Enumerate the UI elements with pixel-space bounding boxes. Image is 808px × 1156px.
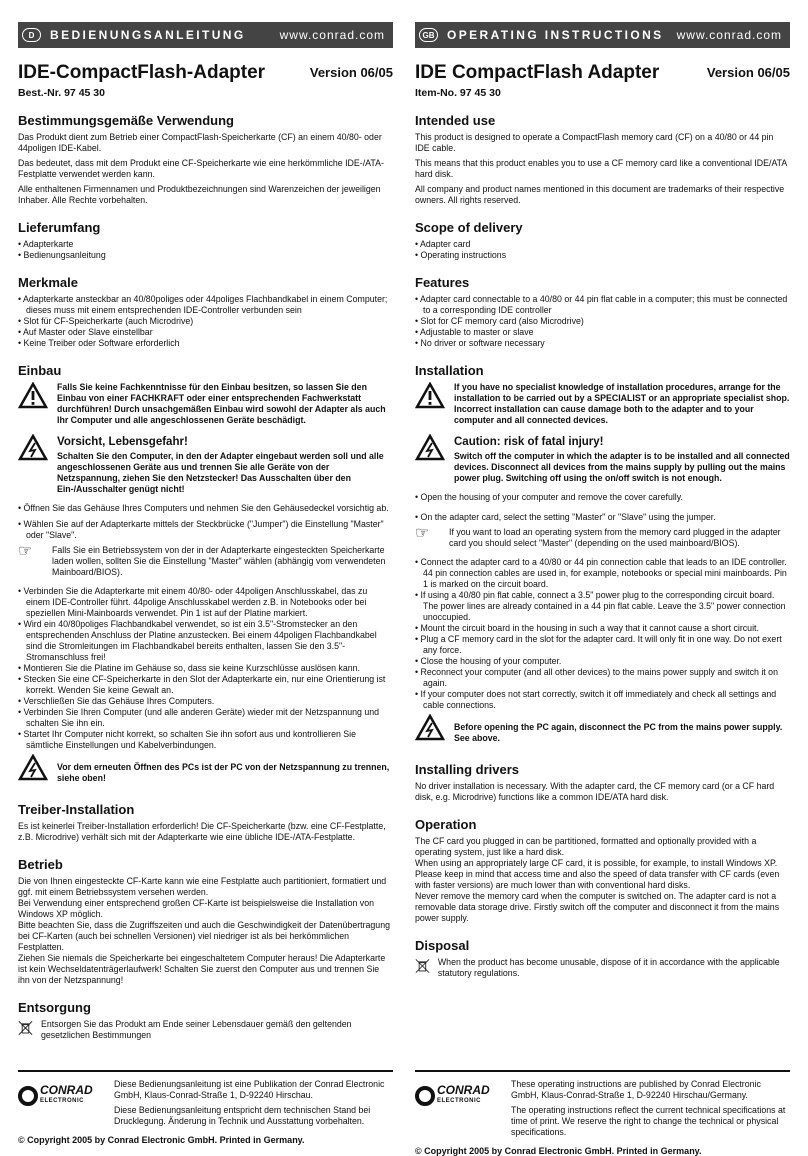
footer-en — [415, 1070, 790, 1156]
heading-delivery-en: Scope of delivery — [415, 220, 523, 235]
warning-text: Before opening the PC again, disconnect the PC from the mains power supply. See above. — [454, 722, 783, 743]
heading-disposal-en: Disposal — [415, 938, 470, 953]
footer-text: Diese Bedienungsanleitung entspricht dem technischen Stand bei Drucklegung. Änderung in Technik und Ausstattung vorbehalten. — [114, 1105, 371, 1126]
paragraph: Das bedeutet, dass mit dem Produkt eine CF-Speicherkarte wie eine herkömmliche IDE-/ATA-Festplatte verwendet werden kann. — [18, 158, 384, 179]
delivery-list-de — [18, 239, 393, 261]
caution-heading-en: Caution: risk of fatal injury! — [454, 436, 604, 448]
heading-installation-en: Installation — [415, 363, 484, 378]
list-item: • Öffnen Sie das Gehäuse Ihres Computers und nehmen Sie den Gehäusedeckel vorsichtig ab. — [18, 503, 393, 514]
logo-wordmark: CONRAD — [437, 1083, 490, 1097]
warning-block-en — [415, 382, 790, 430]
paragraph: Die von Ihnen eingesteckte CF-Karte kann wie eine Festplatte auch partitioniert, formatiert und ggf. mit einem Betriebssystem versehen werden. Bei Verwendung einer entsprechend großen CF-Karte ist beispielsweise die Installation von Windows XP möglich. Bitte beachten Sie, dass die Zugriffszeiten und auch die Geschwindigkeit der Datenübertragung bei CF-Karten (auch bei schnellen Versionen) viel niedriger ist als bei herkömmlichen Festplatten. Ziehen Sie niemals die Speicherkarte bei eingeschaltetem Computer heraus! Die Adapterkarte ist kein Wechseldatenträgerlaufwerk! Schalten Sie zuerst den Computer aus und trennen Sie ihn von der Netzspannung! — [18, 876, 390, 985]
crossed-bin-icon — [415, 957, 430, 975]
list-item: • Verbinden Sie Ihren Computer (und alle anderen Geräte) wieder mit der Netzspannung und schalten Sie ihn ein. — [18, 707, 393, 729]
pointing-hand-icon: ☞ — [415, 525, 430, 542]
list-item: • Verschließen Sie das Gehäuse Ihres Computers. — [18, 696, 393, 707]
paragraph: Alle enthaltenen Firmennamen und Produktbezeichnungen sind Warenzeichen der jeweiligen Inhaber. Alle Rechte vorbehalten. — [18, 184, 381, 205]
features-list-en — [415, 294, 790, 349]
reopen-warning-de — [18, 754, 393, 788]
heading-operation-de: Betrieb — [18, 857, 63, 872]
paragraph: No driver installation is necessary. With the adapter card, the CF memory card (or a CF hard disk, e.g. Microdrive) functions like a common IDE/ATA hard disk. — [415, 781, 775, 802]
list-item: • Plug a CF memory card in the slot for the adapter card. It will only fit in one way. Do not exert any force. — [415, 634, 790, 656]
conrad-logo — [18, 1083, 106, 1109]
warning-text: Vor dem erneuten Öffnen des PCs ist der PC von der Netzspannung zu trennen, siehe oben! — [57, 762, 390, 783]
delivery-list-en — [415, 239, 790, 261]
heading-installation-de: Einbau — [18, 363, 62, 378]
heading-drivers-de: Treiber-Installation — [18, 802, 135, 817]
pointing-hand-icon: ☞ — [18, 543, 33, 560]
language-badge-en: GB — [419, 28, 438, 42]
heading-intended-use-de: Bestimmungsgemäße Verwendung — [18, 113, 234, 128]
version-label-en: Version 06/05 — [706, 65, 790, 80]
steps-list-de — [18, 503, 393, 541]
list-item: • Stecken Sie eine CF-Speicherkarte in den Slot der Adapterkarte ein, nur eine Orientierung ist korrekt. Wenden Sie keine Gewalt an. — [18, 674, 393, 696]
logo-wordmark: CONRAD — [40, 1083, 93, 1097]
list-item: • Slot for CF memory card (also Microdrive) — [415, 316, 790, 327]
list-item: • Adapterkarte — [18, 239, 393, 250]
list-item: • Wird ein 40/80poliges Flachbandkabel verwendet, so ist ein 3.5"-Stromstecker an den entsprechenden Anschluss der Platine anzustecken. Bei einem 44poligen Flachbandkabel sind die Stromleitungen im Flachbandkabel bereits enthalten, lassen Sie den 3.5"-Stromanschluss frei! — [18, 619, 393, 663]
list-item: • Open the housing of your computer and remove the cover carefully. — [415, 492, 790, 503]
website-link-en[interactable]: www.conrad.com — [676, 28, 782, 42]
footer-de — [18, 1070, 393, 1145]
paragraph: This means that this product enables you to use a CF memory card like a conventional IDE/ATA hard disk. — [415, 158, 787, 179]
list-item: • Startet Ihr Computer nicht korrekt, so schalten Sie ihn sofort aus und kontrollieren Sie sämtliche Einstellungen und Kabelverbindungen. — [18, 729, 393, 751]
article-number-en: Item-No. 97 45 30 — [415, 87, 501, 99]
warning-triangle-icon — [415, 382, 445, 409]
paragraph: This product is designed to operate a CompactFlash memory card (CF) on a 40/80 or 44 pin IDE cable. — [415, 132, 774, 153]
warning-triangle-icon — [18, 382, 48, 409]
conrad-ring-icon — [415, 1086, 435, 1106]
header-title-en: OPERATING INSTRUCTIONS — [447, 28, 664, 42]
conrad-ring-icon — [18, 1086, 38, 1106]
copyright: © Copyright 2005 by Conrad Electronic GmbH. Printed in Germany. — [415, 1146, 702, 1156]
crossed-bin-icon — [18, 1019, 33, 1037]
electric-hazard-icon — [18, 434, 48, 461]
conrad-logo — [415, 1083, 503, 1109]
paragraph: The CF card you plugged in can be partitioned, formatted and optionally provided with a operating system, just like a hard disk. When using an appropriately large CF card, it is possible, for example, to install Windows XP. Please keep in mind that access time and also the speed of data transfer with CF cards (even with faster versions) are much lower than with conventional hard disks. Never remove the memory card when the computer is switched on. The adapter card is not a removable data storage drive. Firstly switch off the computer and disconnect it from the mains power supply. — [415, 836, 780, 923]
disposal-text: When the product has become unusable, dispose of it in accordance with the applicable statutory regulations. — [437, 957, 780, 978]
heading-features-en: Features — [415, 275, 470, 290]
heading-operation-en: Operation — [415, 817, 477, 832]
list-item: • Adjustable to master or slave — [415, 327, 790, 338]
list-item: • On the adapter card, select the setting "Master" or "Slave" using the jumper. — [415, 512, 790, 523]
note-block-en — [415, 527, 790, 553]
copyright: © Copyright 2005 by Conrad Electronic GmbH. Printed in Germany. — [18, 1135, 305, 1145]
steps-list-de-2 — [18, 586, 393, 751]
list-item: • Adapter card — [415, 239, 790, 250]
heading-features-de: Merkmale — [18, 275, 78, 290]
page-title-de: IDE-CompactFlash-Adapter — [18, 62, 266, 83]
english-column — [415, 22, 790, 1156]
german-column — [18, 22, 393, 1146]
header-bar-en — [415, 22, 790, 48]
paragraph: Das Produkt dient zum Betrieb einer CompactFlash-Speicherkarte (CF) an einem 40/80- oder 44poligen IDE-Kabel. — [18, 132, 382, 153]
electric-hazard-icon — [415, 434, 445, 461]
electric-hazard-icon — [18, 754, 48, 781]
list-item: • No driver or software necessary — [415, 338, 790, 349]
heading-drivers-en: Installing drivers — [415, 762, 520, 777]
list-item: • Wählen Sie auf der Adapterkarte mittels der Steckbrücke ("Jumper") die Einstellung "Master" oder "Slave". — [18, 519, 393, 541]
heading-delivery-de: Lieferumfang — [18, 220, 101, 235]
list-item: • Adapterkarte ansteckbar an 40/80poliges oder 44poliges Flachbandkabel in einem Computer; dieses muss mit einem entsprechenden IDE-Controller verbunden sein — [18, 294, 393, 316]
website-link-de[interactable]: www.conrad.com — [279, 28, 385, 42]
list-item: • If using a 40/80 pin flat cable, connect a 3.5" power plug to the corresponding circuit board. The power lines are already contained in a 44 pin flat cable. Leave the 3.5" power connection unoccupied. — [415, 590, 790, 623]
paragraph: All company and product names mentioned in this document are trademarks of their respective owners. All rights reserved. — [415, 184, 785, 205]
disposal-block-en — [415, 957, 790, 983]
footer-text: The operating instructions reflect the current technical specifications at time of print. We reserve the right to change the technical or physical specifications. — [511, 1105, 786, 1137]
features-list-de — [18, 294, 393, 349]
heading-disposal-de: Entsorgung — [18, 1000, 91, 1015]
header-bar-de — [18, 22, 393, 48]
warning-text: Falls Sie keine Fachkenntnisse für den Einbau besitzen, so lassen Sie den Einbau von einer FACHKRAFT oder einer entsprechenden Fachwerkstatt durchführen! Durch unsachgemäßen Einbau wird sowohl der Adapter als auch Ihr Computer und alle angeschlossenen Geräte beschädigt. — [57, 382, 386, 425]
list-item: • Mount the circuit board in the housing in such a way that it cannot cause a short circuit. — [415, 623, 790, 634]
paragraph: Es ist keinerlei Treiber-Installation erforderlich! Die CF-Speicherkarte (bzw. eine CF-Festplatte, z.B. Microdrive) verhält sich mit der Adapterkarte wie eine übliche IDE-/ATA-Festplatte. — [18, 821, 386, 842]
list-item: • Auf Master oder Slave einstellbar — [18, 327, 393, 338]
caution-block-en — [415, 434, 790, 488]
language-badge-de: D — [22, 28, 41, 42]
warning-block-de — [18, 382, 393, 430]
list-item: • Connect the adapter card to a 40/80 or 44 pin connection cable that leads to an IDE controller. 44 pin connection cables are used in, for example, notebooks or special mini mainboards. Pin 1 is marked on the circuit board. — [415, 557, 790, 590]
list-item: • Slot für CF-Speicherkarte (auch Microdrive) — [18, 316, 393, 327]
list-item: • Montieren Sie die Platine im Gehäuse so, dass sie keine Kurzschlüsse auslösen kann. — [18, 663, 393, 674]
list-item: • Operating instructions — [415, 250, 790, 261]
electric-hazard-icon — [415, 714, 445, 741]
logo-subtitle: ELECTRONIC — [437, 1098, 481, 1104]
disposal-text: Entsorgen Sie das Produkt am Ende seiner Lebensdauer gemäß den geltenden gesetzlichen Bestimmungen — [40, 1019, 352, 1040]
list-item: • Verbinden Sie die Adapterkarte mit einem 40/80- oder 44poligen Anschlusskabel, das zu einem IDE-Controller führt. 44polige Anschlusskabel werden z.B. in Notebooks oder bei speziellen Mini-Mainboards verwendet. Pin 1 ist auf der Platine markiert. — [18, 586, 393, 619]
note-block-de — [18, 545, 393, 582]
list-item: • If your computer does not start correctly, switch it off immediately and check all settings and cable connections. — [415, 689, 790, 711]
steps-list-en — [415, 492, 790, 523]
reopen-warning-en — [415, 714, 790, 748]
note-text: Falls Sie ein Betriebssystem von der in der Adapterkarte eingesteckten Speicherkarte laden wollen, sollten Sie die Einstellung "Master" wählen (abhängig vom verwendeten Mainboard/BIOS). — [52, 545, 386, 577]
heading-intended-use-en: Intended use — [415, 113, 496, 128]
list-item: • Close the housing of your computer. — [415, 656, 790, 667]
list-item: • Adapter card connectable to a 40/80 or 44 pin flat cable in a computer; this must be connected to a corresponding IDE controller — [415, 294, 790, 316]
version-label-de: Version 06/05 — [309, 65, 393, 80]
disposal-block-de — [18, 1019, 393, 1045]
article-number-de: Best.-Nr. 97 45 30 — [18, 87, 105, 99]
list-item: • Bedienungsanleitung — [18, 250, 393, 261]
warning-text: If you have no specialist knowledge of installation procedures, arrange for the installation to be carried out by a SPECIALIST or an appropriate specialist shop. Incorrect installation can cause damage both to the adapter and to your computer and all connected devices. — [454, 382, 790, 425]
caution-text: Switch off the computer in which the adapter is to be installed and all connected devices. Disconnect all devices from the mains supply by pulling out the mains power plug. Switching off using the on/off switch is not enough. — [454, 451, 790, 483]
header-title-de: BEDIENUNGSANLEITUNG — [50, 28, 246, 42]
footer-text: Diese Bedienungsanleitung ist eine Publikation der Conrad Electronic GmbH, Klaus-Conrad-Straße 1, D-92240 Hirschau. — [114, 1079, 385, 1100]
logo-subtitle: ELECTRONIC — [40, 1098, 84, 1104]
page-title-en: IDE CompactFlash Adapter — [415, 62, 660, 83]
list-item: • Reconnect your computer (and all other devices) to the mains power supply and switch it on again. — [415, 667, 790, 689]
caution-text: Schalten Sie den Computer, in den der Adapter eingebaut werden soll und alle angeschlossenen Geräte aus und trennen Sie alle Geräte von der Netzspannung, ziehen Sie den Netzstecker! Das Ausschalten über den Ein-/Ausschalter genügt nicht! — [57, 451, 384, 494]
list-item: • Keine Treiber oder Software erforderlich — [18, 338, 393, 349]
footer-text: These operating instructions are published by Conrad Electronic GmbH, Klaus-Conrad-Straße 1, D-92240 Hirschau/Germany. — [511, 1079, 761, 1100]
steps-list-en-2 — [415, 557, 790, 711]
caution-block-de — [18, 434, 393, 499]
note-text: If you want to load an operating system from the memory card plugged in the adapter card you should select "Master" (depending on the used mainboard/BIOS). — [449, 527, 781, 548]
caution-heading-de: Vorsicht, Lebensgefahr! — [57, 436, 188, 448]
